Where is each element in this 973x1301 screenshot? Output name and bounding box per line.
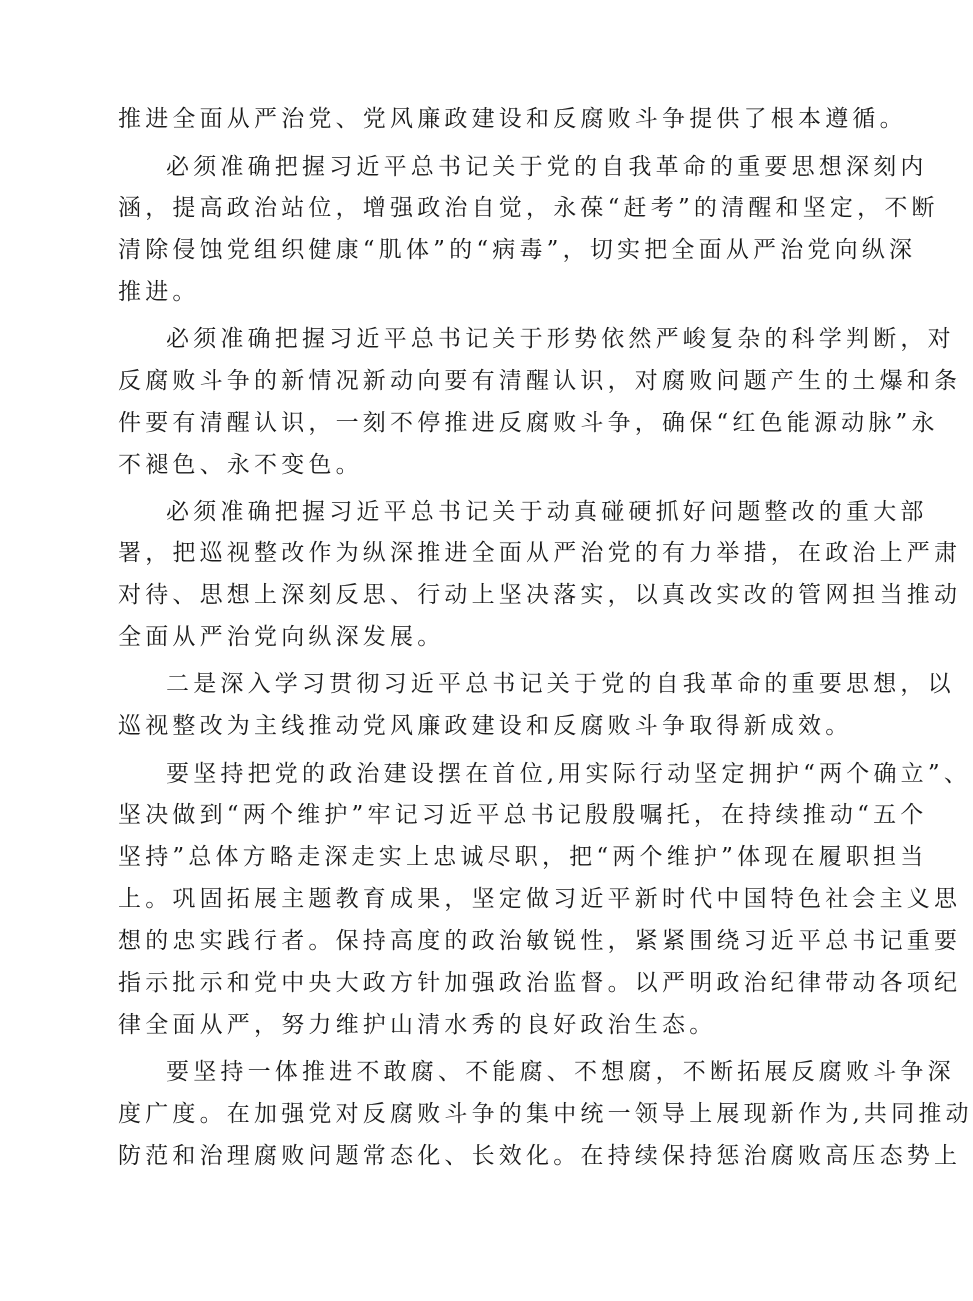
- text-line: 坚决做到“两个维护”牢记习近平总书记殷殷嘱托，在持续推动“五个: [118, 802, 928, 828]
- paragraph-first-line: 二是深入学习贯彻习近平总书记关于党的自我革命的重要思想，以: [166, 671, 955, 697]
- text-line: 涵，提高政治站位，增强政治自觉，永葆“赶考”的清醒和坚定，不断: [118, 195, 939, 221]
- text-line: 想的忠实践行者。保持高度的政治敏锐性，紧紧围绕习近平总书记重要: [118, 928, 962, 954]
- text-line: 坚持”总体方略走深走实上忠诚尽职，把“两个维护”体现在履职担当: [118, 844, 928, 870]
- text-line: 律全面从严，努力维护山清水秀的良好政治生态。: [118, 1012, 717, 1038]
- paragraph-first-line: 必须准确把握习近平总书记关于党的自我革命的重要思想深刻内: [166, 154, 928, 180]
- text-line: 推进。: [118, 279, 200, 305]
- paragraph-first-line: 要坚持一体推进不敢腐、不能腐、不想腐，不断拓展反腐败斗争深: [166, 1059, 955, 1085]
- text-line: 巡视整改为主线推动党风廉政建设和反腐败斗争取得新成效。: [118, 713, 853, 739]
- paragraph-first-line: 要坚持把党的政治建设摆在首位,用实际行动坚定拥护“两个确立”、: [166, 761, 972, 787]
- text-line: 度广度。在加强党对反腐败斗争的集中统一领导上展现新作为,共同推动: [118, 1101, 973, 1127]
- paragraph-first-line: 必须准确把握习近平总书记关于形势依然严峻复杂的科学判断，对: [166, 326, 955, 352]
- paragraph-first-line: 必须准确把握习近平总书记关于动真碰硬抓好问题整改的重大部: [166, 499, 928, 525]
- text-line: 推进全面从严治党、党风廉政建设和反腐败斗争提供了根本遵循。: [118, 106, 907, 132]
- text-line: 防范和治理腐败问题常态化、长效化。在持续保持惩治腐败高压态势上: [118, 1143, 962, 1169]
- text-line: 清除侵蚀党组织健康“肌体”的“病毒”，切实把全面从严治党向纵深: [118, 237, 917, 263]
- text-line: 指示批示和党中央大政方针加强政治监督。以严明政治纪律带动各项纪: [118, 970, 962, 996]
- text-line: 不褪色、永不变色。: [118, 452, 363, 478]
- text-line: 反腐败斗争的新情况新动向要有清醒认识，对腐败问题产生的土爆和条: [118, 368, 962, 394]
- text-line: 署，把巡视整改作为纵深推进全面从严治党的有力举措，在政治上严肃: [118, 540, 962, 566]
- text-line: 件要有清醒认识，一刻不停推进反腐败斗争，确保“红色能源动脉”永: [118, 410, 939, 436]
- text-line: 全面从严治党向纵深发展。: [118, 624, 445, 650]
- text-line: 上。巩固拓展主题教育成果，坚定做习近平新时代中国特色社会主义思: [118, 886, 962, 912]
- text-line: 对待、思想上深刻反思、行动上坚决落实，以真改实改的管网担当推动: [118, 582, 962, 608]
